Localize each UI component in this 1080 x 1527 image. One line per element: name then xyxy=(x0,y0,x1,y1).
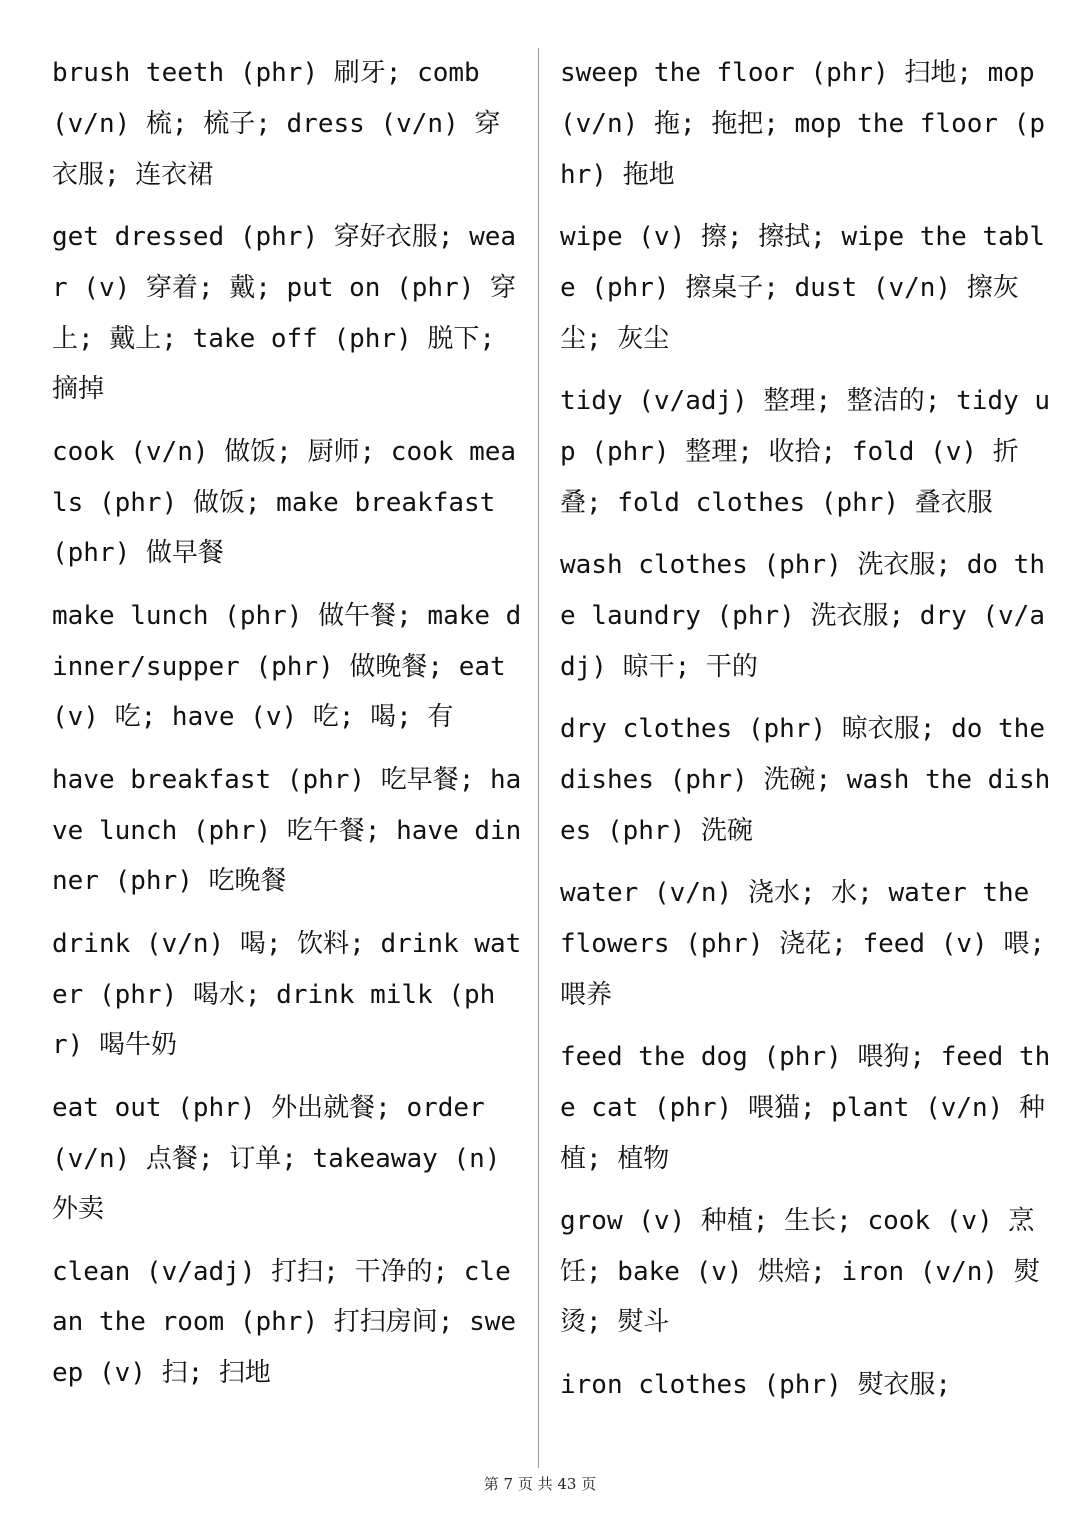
vocab-entry: tidy (v/adj) 整理; 整洁的; tidy up (phr) 整理; 收拾; fold (v) 折叠; fold clothes (phr) 叠衣服 xyxy=(560,385,1051,518)
right-column xyxy=(560,48,1060,1422)
left-column xyxy=(52,48,522,1411)
vocab-entry: wipe (v) 擦; 擦拭; wipe the table (phr) 擦桌子; dust (v/n) 擦灰尘; 灰尘 xyxy=(560,221,1045,354)
vocab-entry: eat out (phr) 外出就餐; order (v/n) 点餐; 订单; takeaway (n) 外卖 xyxy=(52,1092,501,1225)
vocab-entry: have breakfast (phr) 吃早餐; have lunch (phr) 吃午餐; have dinner (phr) 吃晚餐 xyxy=(52,764,522,897)
vocab-entry: get dressed (phr) 穿好衣服; wear (v) 穿着; 戴; put on (phr) 穿上; 戴上; take off (phr) 脱下; 摘掉 xyxy=(52,221,517,405)
vocab-entry: dry clothes (phr) 晾衣服; do the dishes (phr) 洗碗; wash the dishes (phr) 洗碗 xyxy=(560,713,1051,846)
page-number-footer: 第 7 页 共 43 页 xyxy=(483,1475,597,1493)
vocab-entry: sweep the floor (phr) 扫地; mop (v/n) 拖; 拖把; mop the floor (phr) 拖地 xyxy=(560,58,1045,190)
column-divider xyxy=(538,48,539,1468)
vocab-entry: make lunch (phr) 做午餐; make dinner/supper (phr) 做晚餐; eat (v) 吃; have (v) 吃; 喝; 有 xyxy=(52,600,522,733)
vocab-entry: grow (v) 种植; 生长; cook (v) 烹饪; bake (v) 烘焙; iron (v/n) 熨烫; 熨斗 xyxy=(560,1205,1040,1338)
vocab-entry: wash clothes (phr) 洗衣服; do the laundry (phr) 洗衣服; dry (v/adj) 晾干; 干的 xyxy=(560,549,1045,682)
vocab-entry: drink (v/n) 喝; 饮料; drink water (phr) 喝水; drink milk (phr) 喝牛奶 xyxy=(52,928,522,1061)
vocab-entry: iron clothes (phr) 熨衣服; xyxy=(560,1369,952,1400)
vocab-entry: cook (v/n) 做饭; 厨师; cook meals (phr) 做饭; make breakfast (phr) 做早餐 xyxy=(52,436,517,569)
vocab-entry: feed the dog (phr) 喂狗; feed the cat (phr) 喂猫; plant (v/n) 种植; 植物 xyxy=(560,1041,1051,1174)
vocab-entry: water (v/n) 浇水; 水; water the flowers (phr) 浇花; feed (v) 喂; 喂养 xyxy=(560,877,1045,1010)
vocab-entry: brush teeth (phr) 刷牙; comb (v/n) 梳; 梳子; dress (v/n) 穿衣服; 连衣裙 xyxy=(52,58,501,190)
vocab-entry: clean (v/adj) 打扫; 干净的; clean the room (phr) 打扫房间; sweep (v) 扫; 扫地 xyxy=(52,1256,517,1389)
